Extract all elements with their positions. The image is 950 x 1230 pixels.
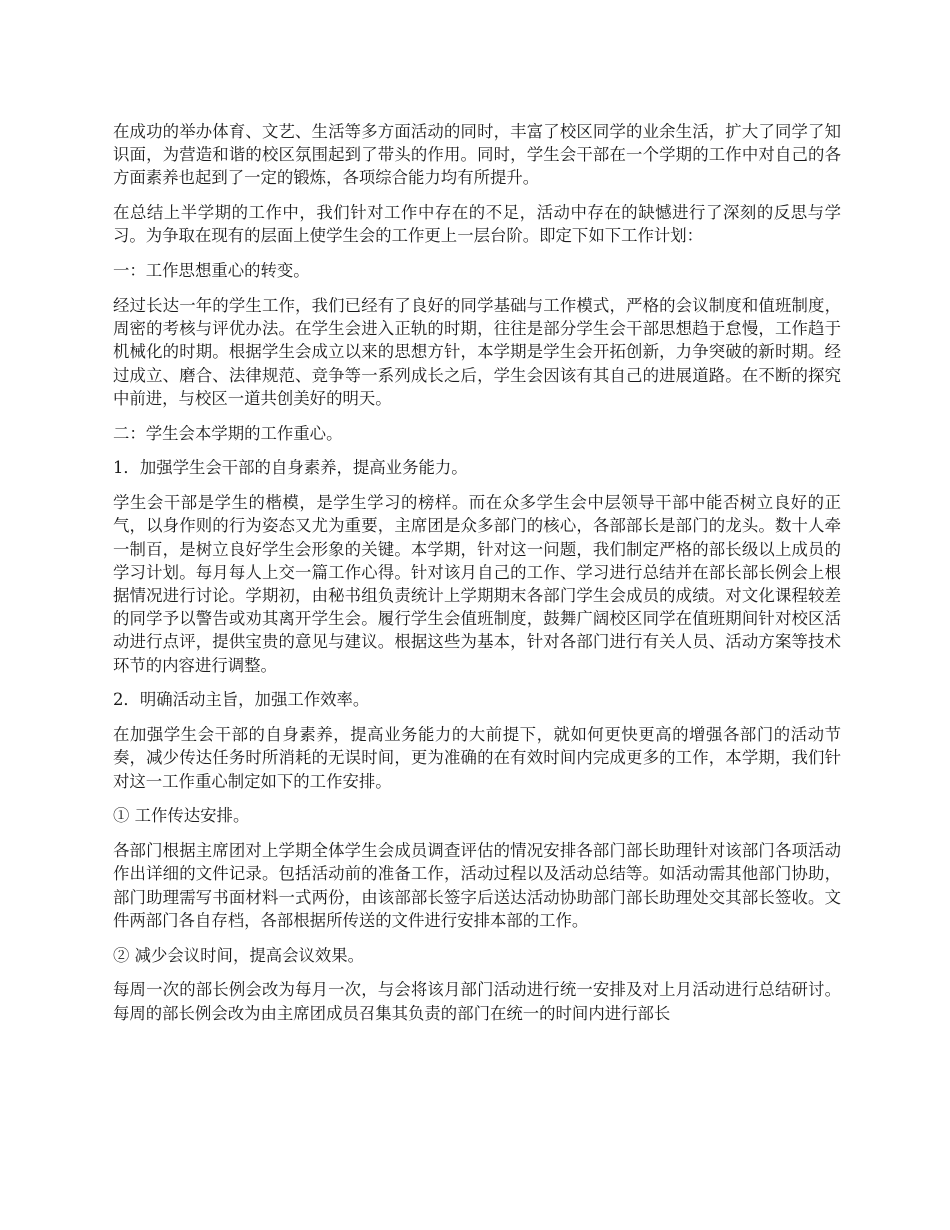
paragraph-reflection: 在总结上半学期的工作中，我们针对工作中存在的不足，活动中存在的缺憾进行了深刻的反思与学习。为争取在现有的层面上使学生会的工作更上一层台阶。即定下如下工作计划： [113,203,841,246]
paragraph-efficiency: 在加强学生会干部的自身素养，提高业务能力的大前提下，就如何更快更高的增强各部门的活动节奏，减少传达任务时所消耗的无误时间，更为准确的在有效时间内完成更多的工作，本学期，我们针对这一工作重心制定如下的工作安排。 [113,725,841,791]
paragraph-thinking-shift: 经过长达一年的学生工作，我们已经有了良好的同学基础与工作模式，严格的会议制度和值班制度，周密的考核与评优办法。在学生会进入正轨的时期，往往是部分学生会干部思想趋于怠慢，工作趋于机械化的时期。根据学生会成立以来的思想方针，本学期是学生会开拓创新，力争突破的新时期。经过成立、磨合、法律规范、竞争等一系列成长之后，学生会因该有其自己的进展道路。在不断的探究中前进，与校区一道共创美好的明天。 [113,296,841,408]
paragraph-intro-summary: 在成功的举办体育、文艺、生活等多方面活动的同时，丰富了校区同学的业余生活，扩大了同学了知识面，为营造和谐的校区氛围起到了带头的作用。同时，学生会干部在一个学期的工作中对自己的各方面素养也起到了一定的锻炼，各项综合能力均有所提升。 [113,122,841,188]
subheading-2: 2．明确活动主旨，加强工作效率。 [113,690,370,710]
section-heading-1: 一：工作思想重心的转变。 [113,261,310,281]
paragraph-meeting: 每周一次的部长例会改为每月一次，与会将该月部门活动进行统一安排及对上月活动进行总结研讨。每周的部长例会改为由主席团成员召集其负责的部门在统一的时间内进行部长 [113,980,841,1023]
subheading-1: 1．加强学生会干部的自身素养，提高业务能力。 [113,458,468,478]
paragraph-task-delivery: 各部门根据主席团对上学期全体学生会成员调查评估的情况安排各部门部长助理针对该部门各项活动作出详细的文件记录。包括活动前的准备工作，活动过程以及活动总结等。如活动需其他部门协助，部门助理需写书面材料一式两份，由该部部长签字后送达活动协助部门部长助理处交其部长签收。文件两部门各自存档，各部根据所传送的文件进行安排本部的工作。 [113,841,841,930]
item-heading-2: ② 减少会议时间，提高会议效果。 [113,945,365,965]
section-heading-2: 二：学生会本学期的工作重心。 [113,423,343,443]
document-page [113,120,841,1036]
item-heading-1: ① 工作传达安排。 [113,806,250,826]
paragraph-cadre-quality: 学生会干部是学生的楷模，是学生学习的榜样。而在众多学生会中层领导干部中能否树立良好的正气，以身作则的行为姿态又尤为重要，主席团是众多部门的核心，各部部长是部门的龙头。数十人牵一制百，是树立良好学生会形象的关键。本学期，针对这一问题，我们制定严格的部长级以上成员的学习计划。每月每人上交一篇工作心得。针对该月自己的工作、学习进行总结并在部长部长例会上根据情况进行讨论。学期初，由秘书组负责统计上学期期末各部门学生会成员的成绩。对文化课程较差的同学予以警告或劝其离开学生会。履行学生会值班制度，鼓舞广阔校区同学在值班期间针对校区活动进行点评，提供宝贵的意见与建议。根据这些为基本，针对各部门进行有关人员、活动方案等技术环节的内容进行调整。 [113,493,841,675]
